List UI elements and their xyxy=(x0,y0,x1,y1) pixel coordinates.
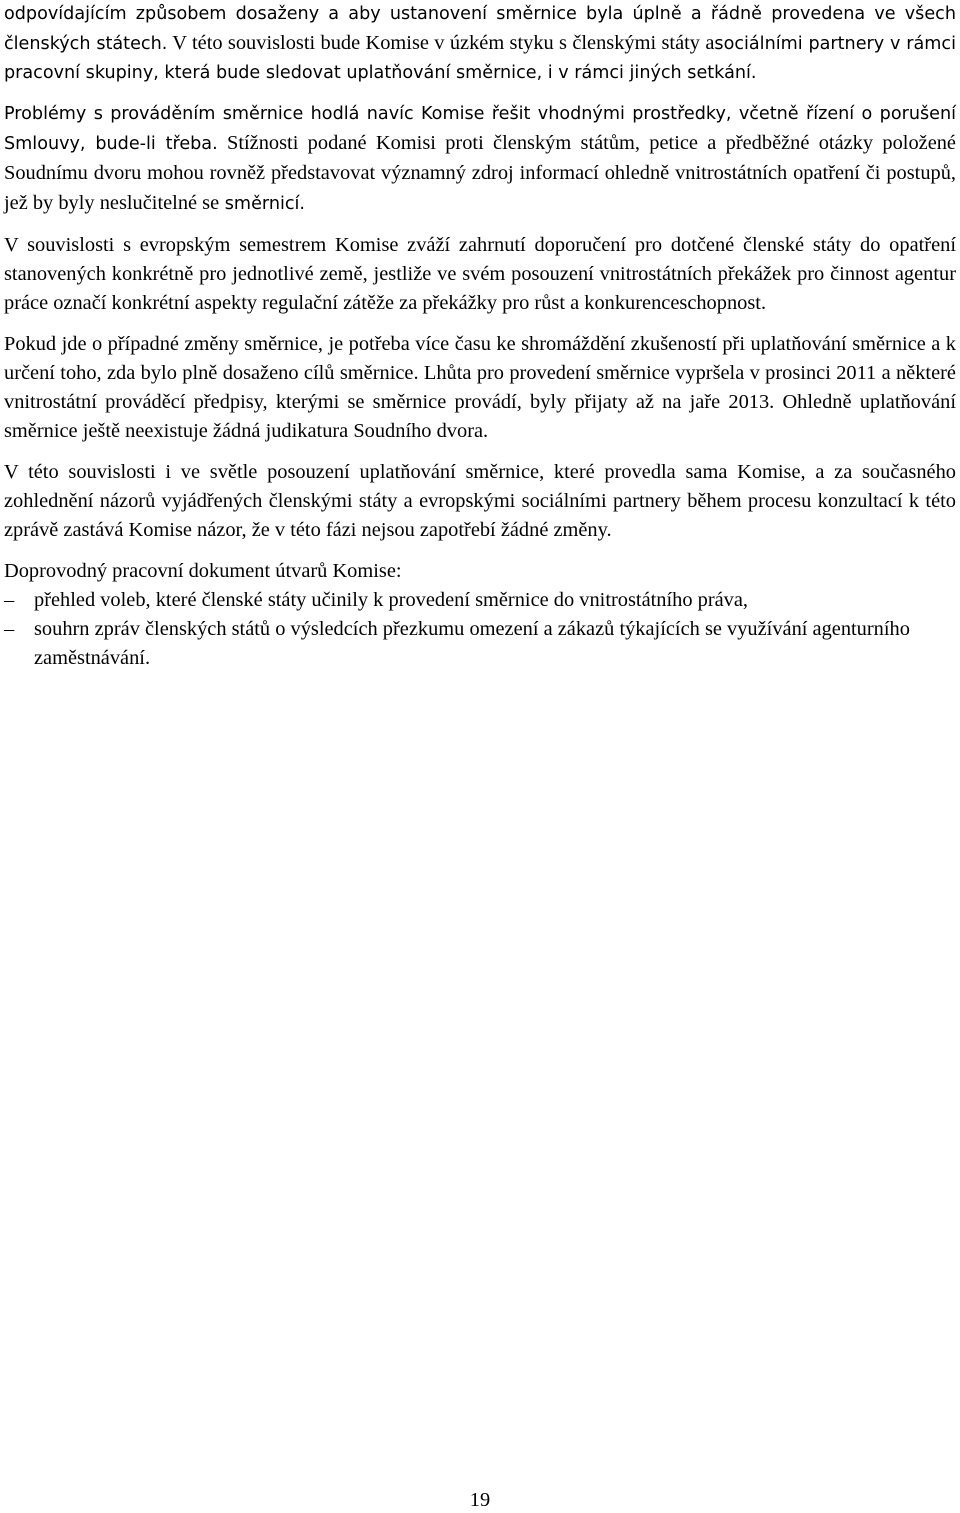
paragraph-1-sans-continuation: sociálními partnery v rámci pracovní skupiny, která bude sledovat uplatňování směrnice, i v rámci jiných setkání. xyxy=(4,34,956,83)
paragraph-1-serif-text: V této souvislosti bude Komise v úzkém styku s členskými státy a xyxy=(167,32,715,54)
paragraph-5: V této souvislosti i ve světle posouzení uplatňování směrnice, které provedla sama Komise, a za současného zohlednění názorů vyjádřených členskými státy a evropskými sociálními partnery během procesu konzultací k této zprávě zastává Komise názor, že v této fázi nejsou zapotřebí žádné změny. xyxy=(4,461,956,541)
list-item-text: přehled voleb, které členské státy učinily k provedení směrnice do vnitrostátního práva, xyxy=(34,589,749,611)
dash-list xyxy=(4,586,956,673)
document-page xyxy=(4,0,956,673)
dash-bullet: – xyxy=(4,618,15,640)
list-item-text: souhrn zpráv členských států o výsledcích přezkumu omezení a zákazů týkajících se využívání agenturního zaměstnávání. xyxy=(34,618,910,669)
paragraph-4: Pokud jde o případné změny směrnice, je potřeba více času ke shromáždění zkušeností při uplatňování směrnice a k určení toho, zda bylo plně dosaženo cílů směrnice. Lhůta pro provedení směrnice vypršela v prosinci 2011 a některé vnitrostátní prováděcí předpisy, kterými se směrnice provádí, byly přijaty až na jaře 2013. Ohledně uplatňování směrnice ještě neexistuje žádná judikatura Soudního dvora. xyxy=(4,333,956,442)
paragraph-3: V souvislosti s evropským semestrem Komise zváží zahrnutí doporučení pro dotčené členské státy do opatření stanovených konkrétně pro jednotlivé země, jestliže ve svém posouzení vnitrostátních překážek pro činnost agentur práce označí konkrétní aspekty regulační zátěže za překážky pro růst a konkurenceschopnost. xyxy=(4,234,956,314)
paragraph-2-sans-end: směrnicí. xyxy=(224,194,306,214)
paragraph-2-sans-text: Problémy s prováděním směrnice hodlá navíc Komise řešit vhodnými prostředky, včetně řízení o porušení Smlouvy, bude-li třeba. xyxy=(4,104,956,154)
paragraph-2 xyxy=(4,100,956,219)
page-number: 19 xyxy=(469,1489,491,1511)
dash-bullet: – xyxy=(4,589,15,611)
paragraph-2-serif-text: Stížnosti podané Komisi proti členským státům, petice a předběžné otázky položené Soudnímu dvoru mohou rovněž představovat významný zdroj informací ohledně vnitrostátních opatření či postupů, jež by byly neslučitelné se xyxy=(4,132,956,214)
list-item xyxy=(4,586,956,615)
paragraph-6: Doprovodný pracovní dokument útvarů Komise: xyxy=(4,560,402,582)
paragraph-1-sans-text: odpovídajícím způsobem dosaženy a aby ustanovení směrnice byla úplně a řádně provedena ve všech členských státech. xyxy=(4,4,956,54)
paragraph-1 xyxy=(4,0,956,88)
list-item xyxy=(4,615,956,673)
